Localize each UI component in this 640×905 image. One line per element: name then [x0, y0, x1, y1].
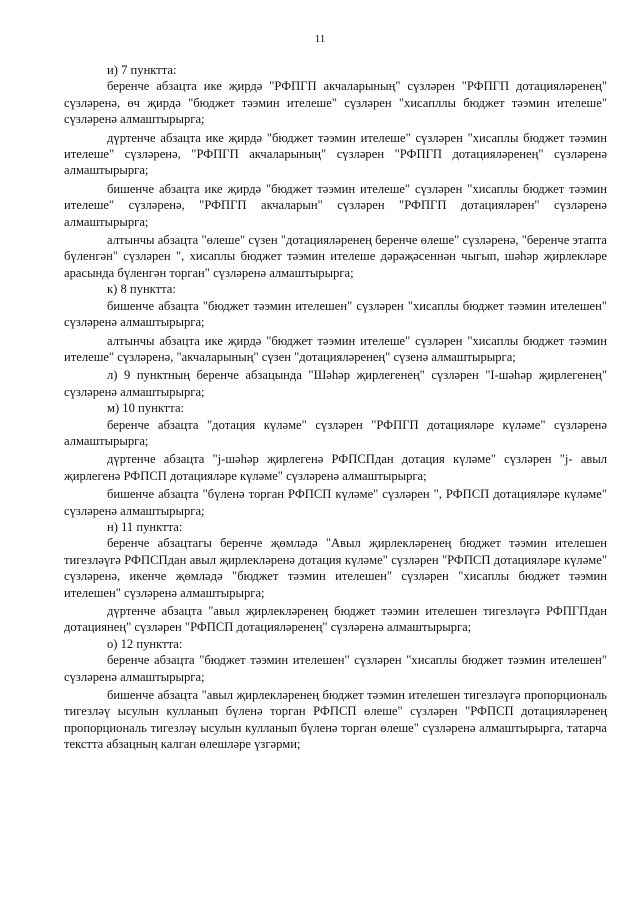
paragraph: беренче абзацта ике җирдә "РФПГП акчаларының" сүзләрен "РФПГП дотацияләренең" сүзләренә, өч җирдә "бюджет тәэмин ителеше" сүзләрен "хисапллы бюджет тәэмин ителеше" сүзләренә алмаштырырга; [64, 79, 607, 127]
section-heading: о) 12 пунктта: [107, 636, 183, 651]
document-body [64, 62, 607, 753]
section-heading: м) 10 пунктта: [107, 401, 185, 416]
section-heading: и) 7 пунктта: [107, 63, 177, 77]
section-heading: к) 8 пунктта: [107, 282, 176, 297]
section-heading: н) 11 пунктта: [107, 519, 183, 534]
paragraph: л) 9 пунктның беренче абзацында "Шәһәр җирлегенең" сүзләрен "I-шәһәр җирлегенең" сүзләренә алмаштырырга; [64, 368, 607, 399]
paragraph: дүртенче абзацта "авыл җирлекләренең бюджет тәэмин ителешен тигезләүгә РФПГПдан дотациянең" сүзләрен "РФПСП дотацияләренең" сүзләренә алмаштырырга; [64, 604, 607, 635]
paragraph: алтынчы абзацта "өлеше" сүзен "дотацияләренең беренче өлеше" сүзләренә, "беренче этапта бүленгән" сүзләрен ", хисаплы бюджет тәэмин ителеше дәрәҗәсеннән чыгып, шәһәр җирлекләре арасында бүленгән торган" сүзләренә алмаштырырга; [64, 233, 607, 280]
paragraph: алтынчы абзацта ике җирдә "бюджет тәэмин ителеше" сүзләрен "хисаплы бюджет тәэмин ителеше" сүзләренә, "акчаларының" сүзен "дотацияләренең" сүзенә алмаштырырга; [64, 333, 607, 364]
paragraph: беренче абзацтагы беренче җөмләдә "Авыл җирлекләренең бюджет тәэмин ителешен тигезләүгә РФПСПдан авыл җирлекләренә дотация күләме" сүзләрен "РФПСП дотацияләре күләме" сүзләренә, икенче җөмләдә "бюджет тәэмин ителешен" сүзләрен "хисаплы бюджет тәэмин ителешен" сүзләренә алмаштырырга; [64, 536, 607, 600]
paragraph: бишенче абзацта "бюджет тәэмин ителешен" сүзләрен "хисаплы бюджет тәэмин ителешен" сүзләренә алмаштырырга; [64, 298, 607, 330]
paragraph: бишенче абзацта "бүленә торган РФПСП күләме" сүзләрен ", РФПСП дотацияләре күләме" сүзләренә алмаштырырга; [64, 487, 607, 518]
paragraph: дүртенче абзацта ике җирдә "бюджет тәэмин ителеше" сүзләрен "хисаплы бюджет тәэмин ителеше" сүзләренә, "РФПГП акчаларының" сүзләрен "РФПГП дотацияләренең" сүзләренә алмаштырырга; [64, 130, 607, 178]
paragraph: беренче абзацта "бюджет тәэмин ителешен" сүзләрен "хисаплы бюджет тәэмин ителешен" сүзләренә алмаштырырга; [64, 653, 607, 684]
paragraph: дүртенче абзацта "j-шәһәр җирлегенә РФПСПдан дотация күләме" сүзләрен "j- авыл җирлегенә РФПСП дотацияләре күләме" сүзләренә алмаштырырга; [64, 452, 607, 483]
page-number: 11 [314, 33, 326, 45]
paragraph: беренче абзацта "дотация күләме" сүзләрен "РФПГП дотацияләре күләме" сүзләренә алмаштырырга; [64, 417, 607, 448]
paragraph: бишенче абзацта "авыл җирлекләренең бюджет тәэмин ителешен тигезләүгә пропорциональ тигезләү ысулын кулланып бүленә торган РФПСП өлеше" сүзләрен "РФПСП дотацияләренең пропорциональ тигезләү ысулын кулланып бүленә торган өлеше" сүзләренә алмаштырырга, татарча текстта абзацның калган өлешләре үзгәрми; [64, 688, 607, 752]
paragraph: бишенче абзацта ике җирдә "бюджет тәэмин ителеше" сүзләрен "хисаплы бюджет тәэмин ителеше" сүзләренә, "РФПГП акчаларын" сүзләрен "РФПГП дотацияләрен" сүзләренә алмаштырырга; [64, 181, 607, 229]
